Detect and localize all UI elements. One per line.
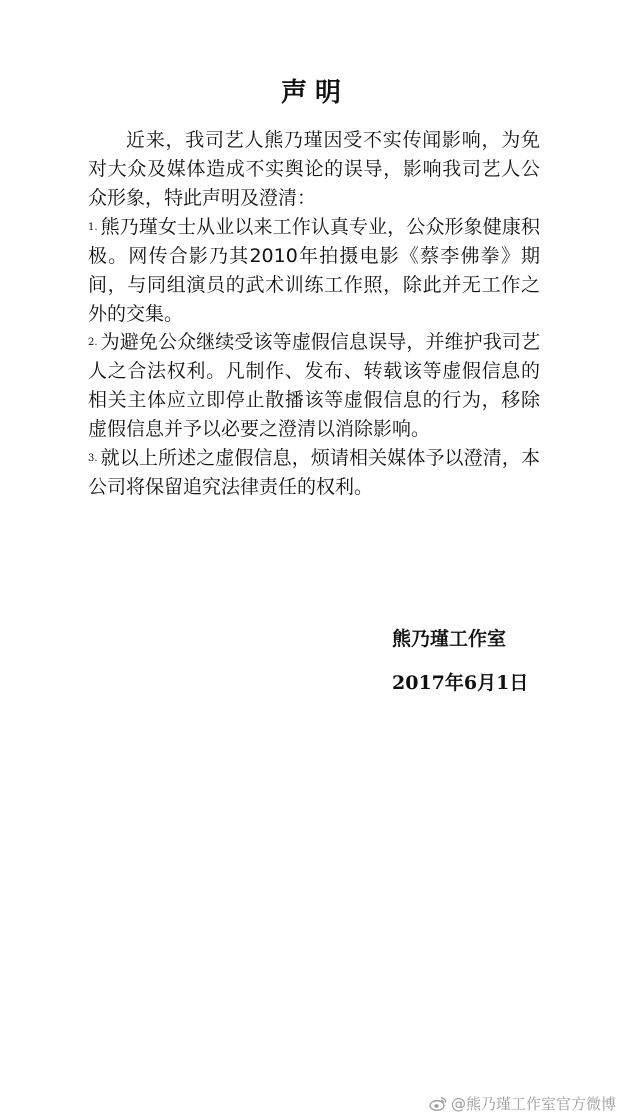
item-text: 就以上所述之虚假信息，烦请相关媒体予以澄清，本公司将保留追究法律责任的权利。 <box>88 447 540 498</box>
signature-date: 2017年6月1日 <box>392 672 529 694</box>
intro-paragraph: 近来，我司艺人熊乃瑾因受不实传闻影响，为免对大众及媒体造成不实舆论的误导，影响我司艺人公众形象，特此声明及澄清： <box>88 129 540 209</box>
item-text: 为避免公众继续受该等虚假信息误导，并维护我司艺人之合法权利。凡制作、发布、转载该等虚假信息的相关主体应立即停止散播该等虚假信息的行为，移除虚假信息并予以必要之澄清以消除影响。 <box>88 331 540 440</box>
signature-organization: 熊乃瑾工作室 <box>392 628 507 650</box>
item-number: 2. <box>88 337 98 348</box>
item-number: 1. <box>88 222 98 233</box>
weibo-icon <box>429 1096 447 1111</box>
statement-title: 声明 <box>280 78 349 108</box>
item-text: 熊乃瑾女士从业以来工作认真专业，公众形象健康积极。网传合影乃其2010年拍摄电影《蔡李佛拳》期间，与同组演员的武术训练工作照，除此并无工作之外的交集。 <box>88 216 540 325</box>
statement-item-2 <box>88 328 540 444</box>
watermark-text: @熊乃瑾工作室官方微博 <box>450 1095 616 1113</box>
statement-item-3 <box>88 444 540 502</box>
weibo-watermark <box>429 1093 616 1114</box>
statement-item-1 <box>88 213 540 329</box>
item-number: 3. <box>88 453 98 464</box>
